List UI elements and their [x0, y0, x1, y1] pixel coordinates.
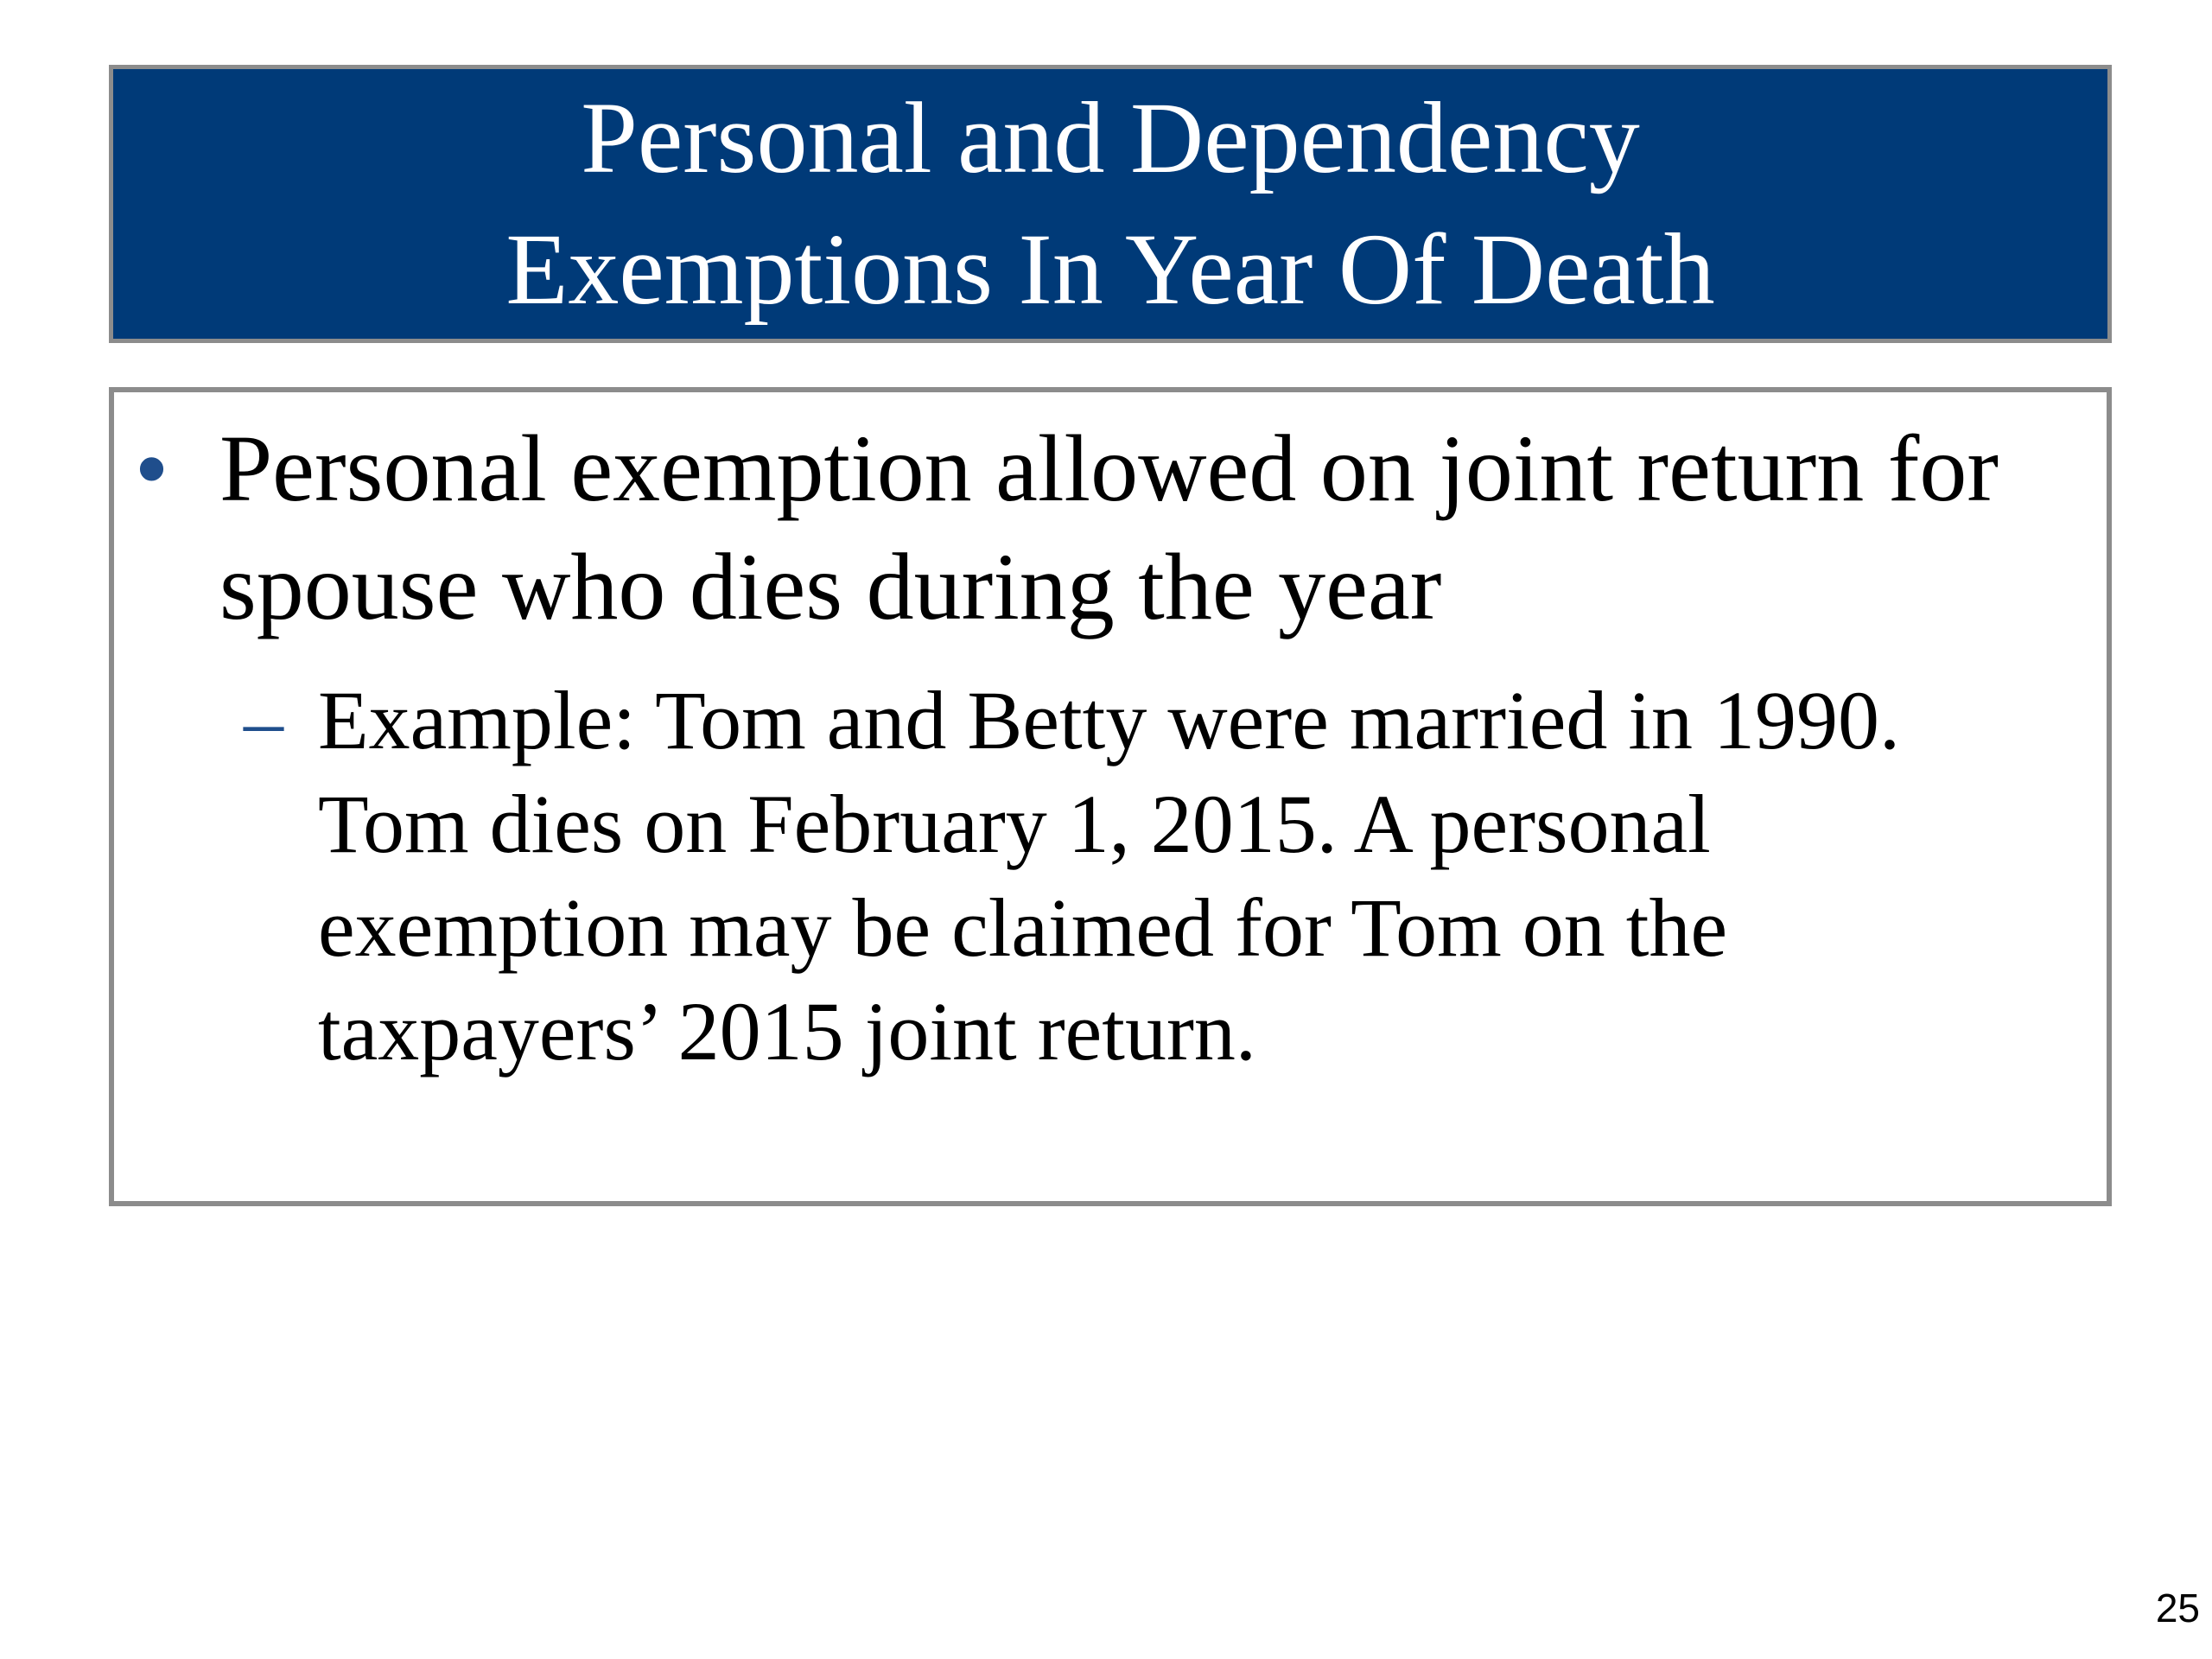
slide-title-line-2: Exemptions In Year Of Death	[505, 213, 1715, 326]
bullet-marker: •	[137, 420, 168, 517]
slide-title	[505, 73, 1714, 335]
slide-page-number: 25	[2155, 1586, 2200, 1630]
slide-content-box	[109, 387, 2112, 1206]
slide-title-line-1: Personal and Dependency	[581, 81, 1640, 194]
bullet-text: Personal exemption allowed on joint return for spouse who dies during the year	[219, 416, 1999, 639]
slide-title-banner	[109, 65, 2112, 343]
sub-bullet-marker: –	[244, 677, 283, 765]
sub-bullet-text: Example: Tom and Betty were married in 1990. Tom dies on February 1, 2015. A personal exemption may be claimed for Tom on the taxpayers’ 2015 joint return.	[318, 674, 1901, 1077]
